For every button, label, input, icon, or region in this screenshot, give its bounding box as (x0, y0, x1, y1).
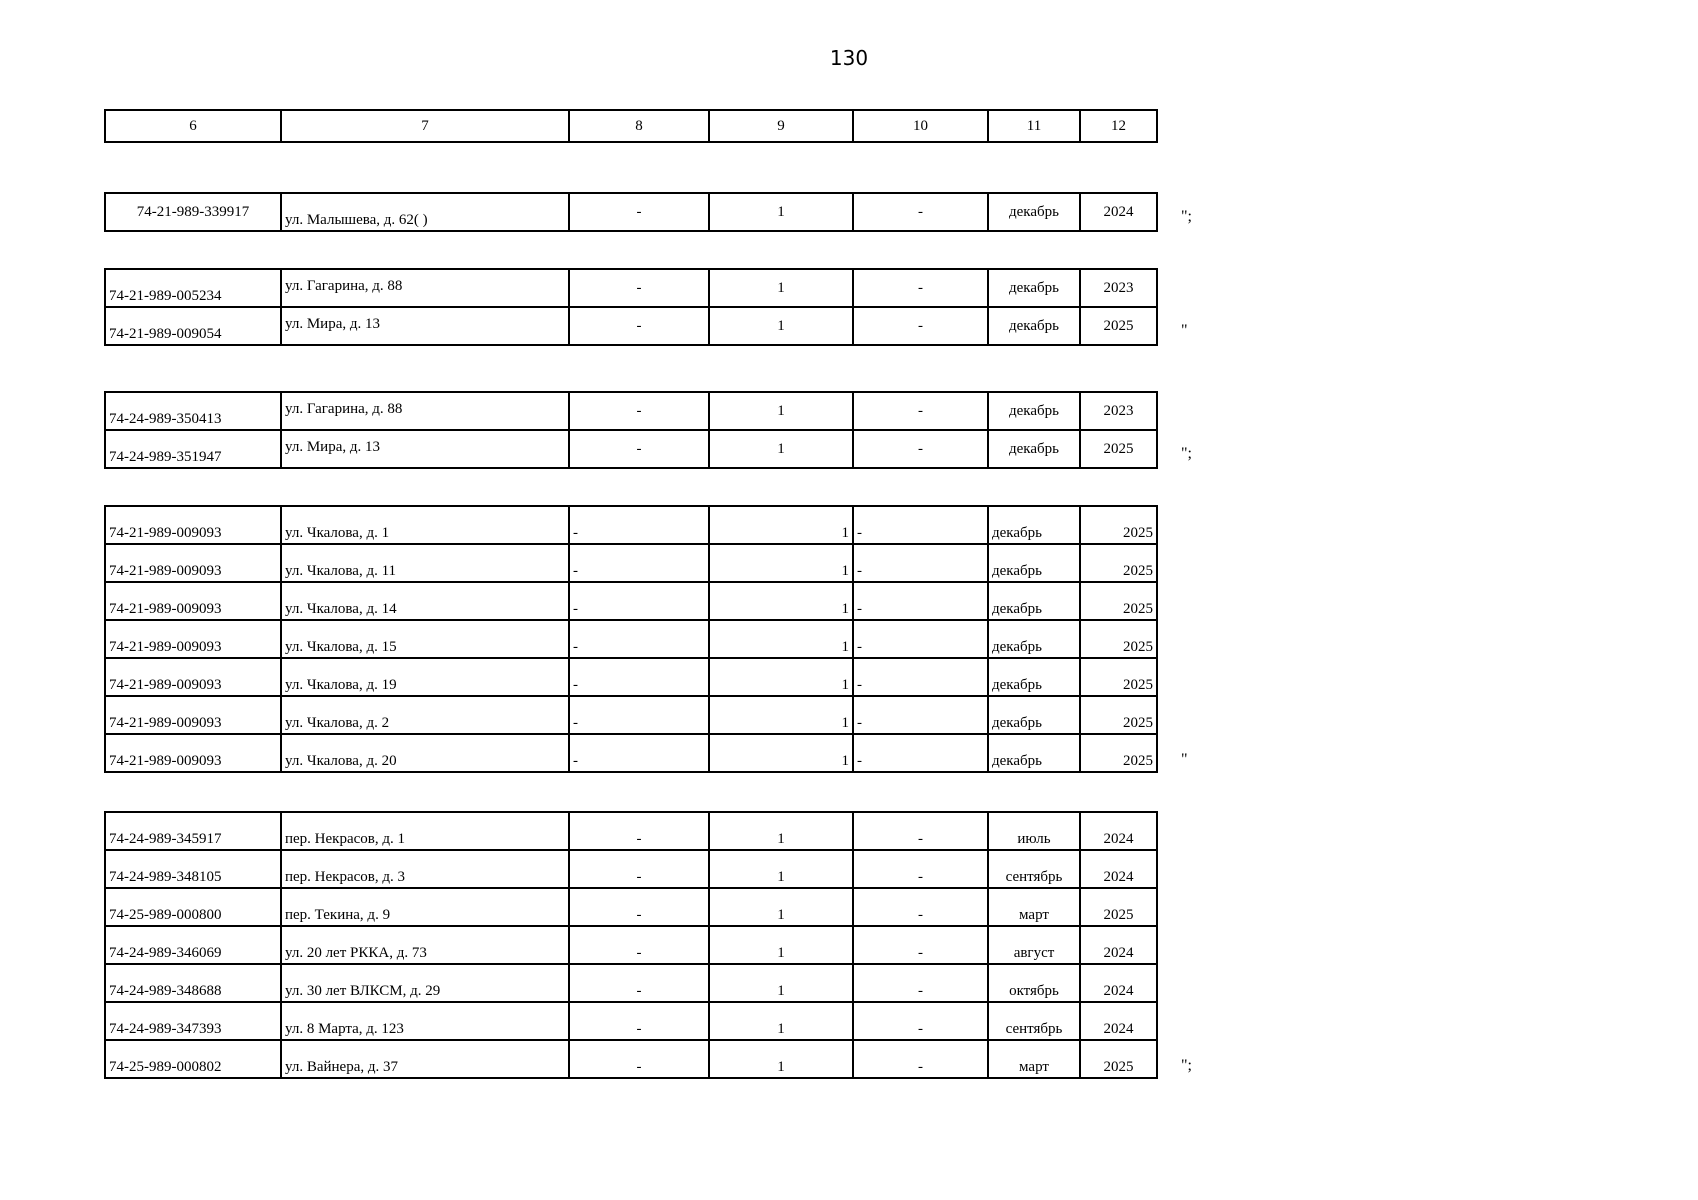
col10-cell: - (853, 888, 988, 926)
code-cell: 74-25-989-000800 (105, 888, 281, 926)
table-row (105, 850, 1157, 888)
table-row (105, 269, 1157, 307)
col9-cell: 1 (709, 696, 853, 734)
col8-cell: - (569, 193, 709, 231)
code-cell: 74-21-989-009054 (105, 307, 281, 345)
col9-cell: 1 (709, 964, 853, 1002)
month-cell: декабрь (988, 658, 1080, 696)
col8-cell: - (569, 658, 709, 696)
code-cell: 74-24-989-348688 (105, 964, 281, 1002)
col8-cell: - (569, 506, 709, 544)
page-number: 130 (829, 46, 869, 70)
code-cell: 74-21-989-339917 (105, 193, 281, 231)
col10-cell: - (853, 430, 988, 468)
col9-cell: 1 (709, 307, 853, 345)
col8-cell: - (569, 888, 709, 926)
month-cell: декабрь (988, 430, 1080, 468)
col8-cell: - (569, 812, 709, 850)
code-cell: 74-25-989-000802 (105, 1040, 281, 1078)
month-cell: декабрь (988, 582, 1080, 620)
month-cell: сентябрь (988, 1002, 1080, 1040)
year-cell: 2024 (1080, 926, 1157, 964)
col8-cell: - (569, 620, 709, 658)
year-cell: 2025 (1080, 620, 1157, 658)
closing-quote-mark: "; (1181, 208, 1192, 225)
address-cell: ул. Чкалова, д. 14 (281, 582, 569, 620)
year-cell: 2025 (1080, 734, 1157, 772)
address-cell: пер. Некрасов, д. 3 (281, 850, 569, 888)
col10-cell: - (853, 696, 988, 734)
closing-quote-mark: "; (1181, 445, 1192, 462)
month-cell: декабрь (988, 392, 1080, 430)
table-row (105, 307, 1157, 345)
col9-cell: 1 (709, 812, 853, 850)
code-cell: 74-21-989-009093 (105, 620, 281, 658)
col10-cell: - (853, 658, 988, 696)
col9-cell: 1 (709, 658, 853, 696)
year-cell: 2025 (1080, 658, 1157, 696)
col10-cell: - (853, 269, 988, 307)
address-cell: ул. Чкалова, д. 19 (281, 658, 569, 696)
year-cell: 2025 (1080, 544, 1157, 582)
col10-cell: - (853, 926, 988, 964)
code-cell: 74-21-989-009093 (105, 582, 281, 620)
header-cell: 6 (105, 110, 281, 142)
address-cell: пер. Текина, д. 9 (281, 888, 569, 926)
code-cell: 74-21-989-009093 (105, 658, 281, 696)
col10-cell: - (853, 307, 988, 345)
col8-cell: - (569, 430, 709, 468)
col10-cell: - (853, 544, 988, 582)
table-row (105, 658, 1157, 696)
month-cell: декабрь (988, 620, 1080, 658)
col9-cell: 1 (709, 430, 853, 468)
year-cell: 2024 (1080, 193, 1157, 231)
col10-cell: - (853, 1002, 988, 1040)
month-cell: март (988, 888, 1080, 926)
address-cell: ул. Чкалова, д. 11 (281, 544, 569, 582)
address-cell: ул. 8 Марта, д. 123 (281, 1002, 569, 1040)
col8-cell: - (569, 696, 709, 734)
table-row (105, 392, 1157, 430)
year-cell: 2025 (1080, 888, 1157, 926)
table-row (105, 734, 1157, 772)
year-cell: 2025 (1080, 307, 1157, 345)
col9-cell: 1 (709, 1002, 853, 1040)
table-group-5 (104, 811, 1158, 1079)
address-cell: ул. Чкалова, д. 1 (281, 506, 569, 544)
year-cell: 2024 (1080, 1002, 1157, 1040)
closing-quote-mark: "; (1181, 1057, 1192, 1074)
code-cell: 74-21-989-009093 (105, 696, 281, 734)
address-cell: ул. Вайнера, д. 37 (281, 1040, 569, 1078)
header-cell: 11 (988, 110, 1080, 142)
table-row (105, 620, 1157, 658)
header-cell: 12 (1080, 110, 1157, 142)
col8-cell: - (569, 392, 709, 430)
table-row (105, 926, 1157, 964)
month-cell: август (988, 926, 1080, 964)
table-row (105, 696, 1157, 734)
col8-cell: - (569, 269, 709, 307)
col9-cell: 1 (709, 850, 853, 888)
col9-cell: 1 (709, 269, 853, 307)
col8-cell: - (569, 582, 709, 620)
col9-cell: 1 (709, 544, 853, 582)
table-group-1 (104, 192, 1158, 232)
address-cell: ул. 30 лет ВЛКСМ, д. 29 (281, 964, 569, 1002)
address-cell: ул. Чкалова, д. 15 (281, 620, 569, 658)
year-cell: 2023 (1080, 269, 1157, 307)
year-cell: 2025 (1080, 582, 1157, 620)
col9-cell: 1 (709, 193, 853, 231)
address-cell: ул. Мира, д. 13 (281, 430, 569, 468)
col8-cell: - (569, 734, 709, 772)
year-cell: 2025 (1080, 696, 1157, 734)
year-cell: 2024 (1080, 964, 1157, 1002)
col9-cell: 1 (709, 582, 853, 620)
col10-cell: - (853, 1040, 988, 1078)
table-group-2 (104, 268, 1158, 346)
address-cell: ул. Чкалова, д. 20 (281, 734, 569, 772)
table-row (105, 1040, 1157, 1078)
month-cell: сентябрь (988, 850, 1080, 888)
code-cell: 74-21-989-009093 (105, 734, 281, 772)
code-cell: 74-24-989-350413 (105, 392, 281, 430)
closing-quote-mark: " (1181, 322, 1188, 339)
col10-cell: - (853, 734, 988, 772)
table-row (105, 506, 1157, 544)
header-cell: 7 (281, 110, 569, 142)
year-cell: 2023 (1080, 392, 1157, 430)
table-row (105, 582, 1157, 620)
address-cell: ул. Малышева, д. 62( ) (281, 193, 569, 231)
table-row (105, 812, 1157, 850)
month-cell: декабрь (988, 506, 1080, 544)
col10-cell: - (853, 620, 988, 658)
code-cell: 74-21-989-005234 (105, 269, 281, 307)
code-cell: 74-24-989-346069 (105, 926, 281, 964)
month-cell: март (988, 1040, 1080, 1078)
address-cell: ул. Чкалова, д. 2 (281, 696, 569, 734)
year-cell: 2025 (1080, 506, 1157, 544)
col9-cell: 1 (709, 1040, 853, 1078)
month-cell: декабрь (988, 307, 1080, 345)
month-cell: декабрь (988, 544, 1080, 582)
col10-cell: - (853, 193, 988, 231)
header-cell: 8 (569, 110, 709, 142)
table-row (105, 430, 1157, 468)
month-cell: декабрь (988, 696, 1080, 734)
col10-cell: - (853, 812, 988, 850)
col10-cell: - (853, 506, 988, 544)
address-cell: ул. Гагарина, д. 88 (281, 269, 569, 307)
table-row (105, 964, 1157, 1002)
col9-cell: 1 (709, 734, 853, 772)
code-cell: 74-21-989-009093 (105, 506, 281, 544)
year-cell: 2024 (1080, 812, 1157, 850)
col8-cell: - (569, 307, 709, 345)
code-cell: 74-24-989-348105 (105, 850, 281, 888)
col9-cell: 1 (709, 506, 853, 544)
col8-cell: - (569, 850, 709, 888)
col9-cell: 1 (709, 888, 853, 926)
header-cell: 10 (853, 110, 988, 142)
month-cell: октябрь (988, 964, 1080, 1002)
year-cell: 2025 (1080, 1040, 1157, 1078)
code-cell: 74-24-989-347393 (105, 1002, 281, 1040)
month-cell: декабрь (988, 269, 1080, 307)
table-group-3 (104, 391, 1158, 469)
col10-cell: - (853, 392, 988, 430)
col8-cell: - (569, 926, 709, 964)
code-cell: 74-24-989-351947 (105, 430, 281, 468)
month-cell: декабрь (988, 734, 1080, 772)
address-cell: ул. 20 лет РККА, д. 73 (281, 926, 569, 964)
col8-cell: - (569, 1002, 709, 1040)
col10-cell: - (853, 582, 988, 620)
col8-cell: - (569, 964, 709, 1002)
col10-cell: - (853, 964, 988, 1002)
year-cell: 2024 (1080, 850, 1157, 888)
col8-cell: - (569, 1040, 709, 1078)
table-row (105, 1002, 1157, 1040)
month-cell: декабрь (988, 193, 1080, 231)
col8-cell: - (569, 544, 709, 582)
table-row (105, 888, 1157, 926)
address-cell: ул. Мира, д. 13 (281, 307, 569, 345)
col10-cell: - (853, 850, 988, 888)
closing-quote-mark: " (1181, 751, 1188, 768)
header-row (105, 110, 1157, 142)
table-group-4 (104, 505, 1158, 773)
column-number-header (104, 109, 1158, 143)
code-cell: 74-21-989-009093 (105, 544, 281, 582)
col9-cell: 1 (709, 392, 853, 430)
col9-cell: 1 (709, 926, 853, 964)
table-row (105, 544, 1157, 582)
header-cell: 9 (709, 110, 853, 142)
address-cell: пер. Некрасов, д. 1 (281, 812, 569, 850)
year-cell: 2025 (1080, 430, 1157, 468)
table-row (105, 193, 1157, 231)
month-cell: июль (988, 812, 1080, 850)
address-cell: ул. Гагарина, д. 88 (281, 392, 569, 430)
col9-cell: 1 (709, 620, 853, 658)
code-cell: 74-24-989-345917 (105, 812, 281, 850)
